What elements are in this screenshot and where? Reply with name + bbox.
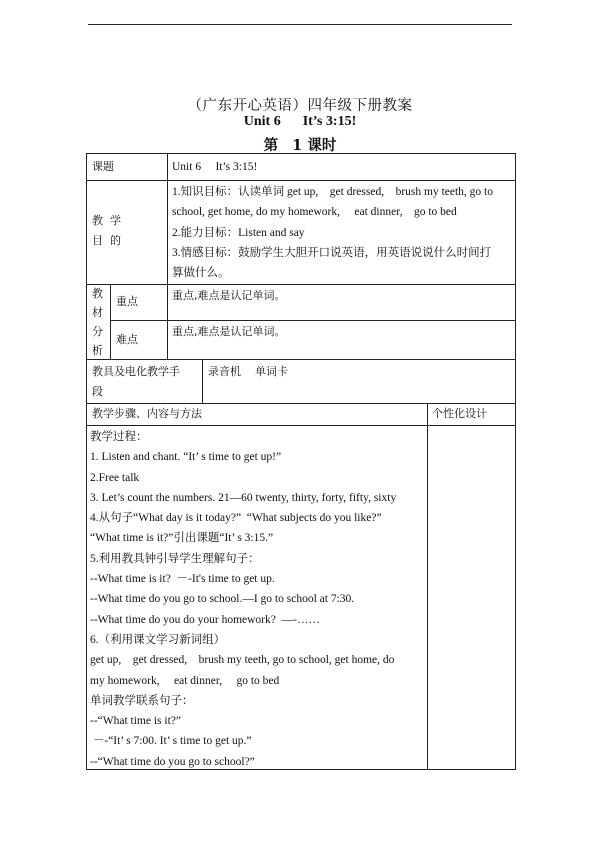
step-line: 教学过程： [90,431,148,443]
tools-value: 录音机 单词卡 [208,365,288,378]
step-line: --What time do you do your homework? —-…… [90,613,320,626]
step-line: 单词教学联系句子： [90,694,194,707]
step-line: 2.Free talk [90,471,140,484]
column-divider [427,403,428,770]
analysis-label-char: 析 [92,344,103,357]
goals-line: school, get home, do my homework, eat dinner, go to bed [172,206,457,219]
header-rule [88,24,512,25]
tools-label-line-2: 段 [92,385,103,398]
steps-header: 教学步骤、内容与方法 [92,407,202,420]
key-point-value: 重点,难点是认记单词。 [172,289,286,302]
topic-label: 课题 [92,160,114,173]
step-line: 6.（利用课文学习新词组） [90,633,226,646]
row-divider [86,359,516,360]
step-line: “What time is it?”引出课题“It’ s 3:15.” [90,532,274,545]
period-number: 1 [292,137,303,154]
period-suffix: 课时 [307,137,337,154]
step-line: my homework, eat dinner, go to bed [90,674,280,687]
step-line: --“What time is it?” [90,715,182,728]
step-line: --What time is it? －-It's time to get up. [90,573,275,586]
row-divider [110,320,516,321]
goals-label-line-1: 教 学 [92,214,121,227]
goals-line: 2.能力目标：Listen and say [172,226,305,239]
goals-line: 算做什么。 [172,267,230,280]
step-line: －-“It’ s 7:00. It’ s time to get up.” [90,735,252,748]
steps-content [90,427,396,772]
difficult-point-value: 重点,难点是认记单词。 [172,325,286,338]
step-line: 4.从句子“What day is it today?” “What subjects do you like?” [90,512,382,525]
step-line: --“What time do you go to school?” [90,755,255,768]
lesson-name: It’s 3:15! [302,114,357,129]
period-heading [0,134,600,155]
step-line: get up, get dressed, brush my teeth, go to school, get home, do [90,654,395,667]
unit-label: Unit 6 [243,114,281,129]
personal-design-header: 个性化设计 [432,407,487,420]
step-line: 5.利用教具钟引导学生理解句子： [90,552,260,565]
row-divider [86,425,516,426]
goals-line: 1.知识目标：认读单词 get up, get dressed, brush my teeth, go to [172,186,494,198]
key-point-label: 重点 [116,295,138,308]
difficult-point-label: 难点 [116,333,138,346]
analysis-label-char: 材 [92,306,103,319]
column-divider [202,359,203,403]
goals-label-line-2: 目 的 [92,234,121,247]
analysis-label-char: 教 [92,287,103,300]
goals-line: 3.情感目标：鼓励学生大胆开口说英语，用英语说说什么时间打 [172,246,492,259]
goals-content [172,182,493,283]
period-prefix: 第 [263,137,279,154]
document-title: （广东开心英语）四年级下册教案 [187,98,413,114]
row-divider [86,284,516,285]
row-divider [86,180,516,181]
tools-label-line-1: 教具及电化教学手 [92,365,180,378]
step-line: 1. Listen and chant. “It’ s time to get up!” [90,451,282,464]
column-divider [110,284,111,359]
unit-heading [0,114,600,130]
topic-value: Unit 6 It’s 3:15! [172,161,258,173]
analysis-label-char: 分 [92,325,103,338]
step-line: --What time do you go to school.—I go to school at 7:30. [90,593,355,606]
step-line: 3. Let’s count the numbers. 21—60 twenty, thirty, forty, fifty, sixty [90,491,397,504]
column-divider [167,153,168,359]
